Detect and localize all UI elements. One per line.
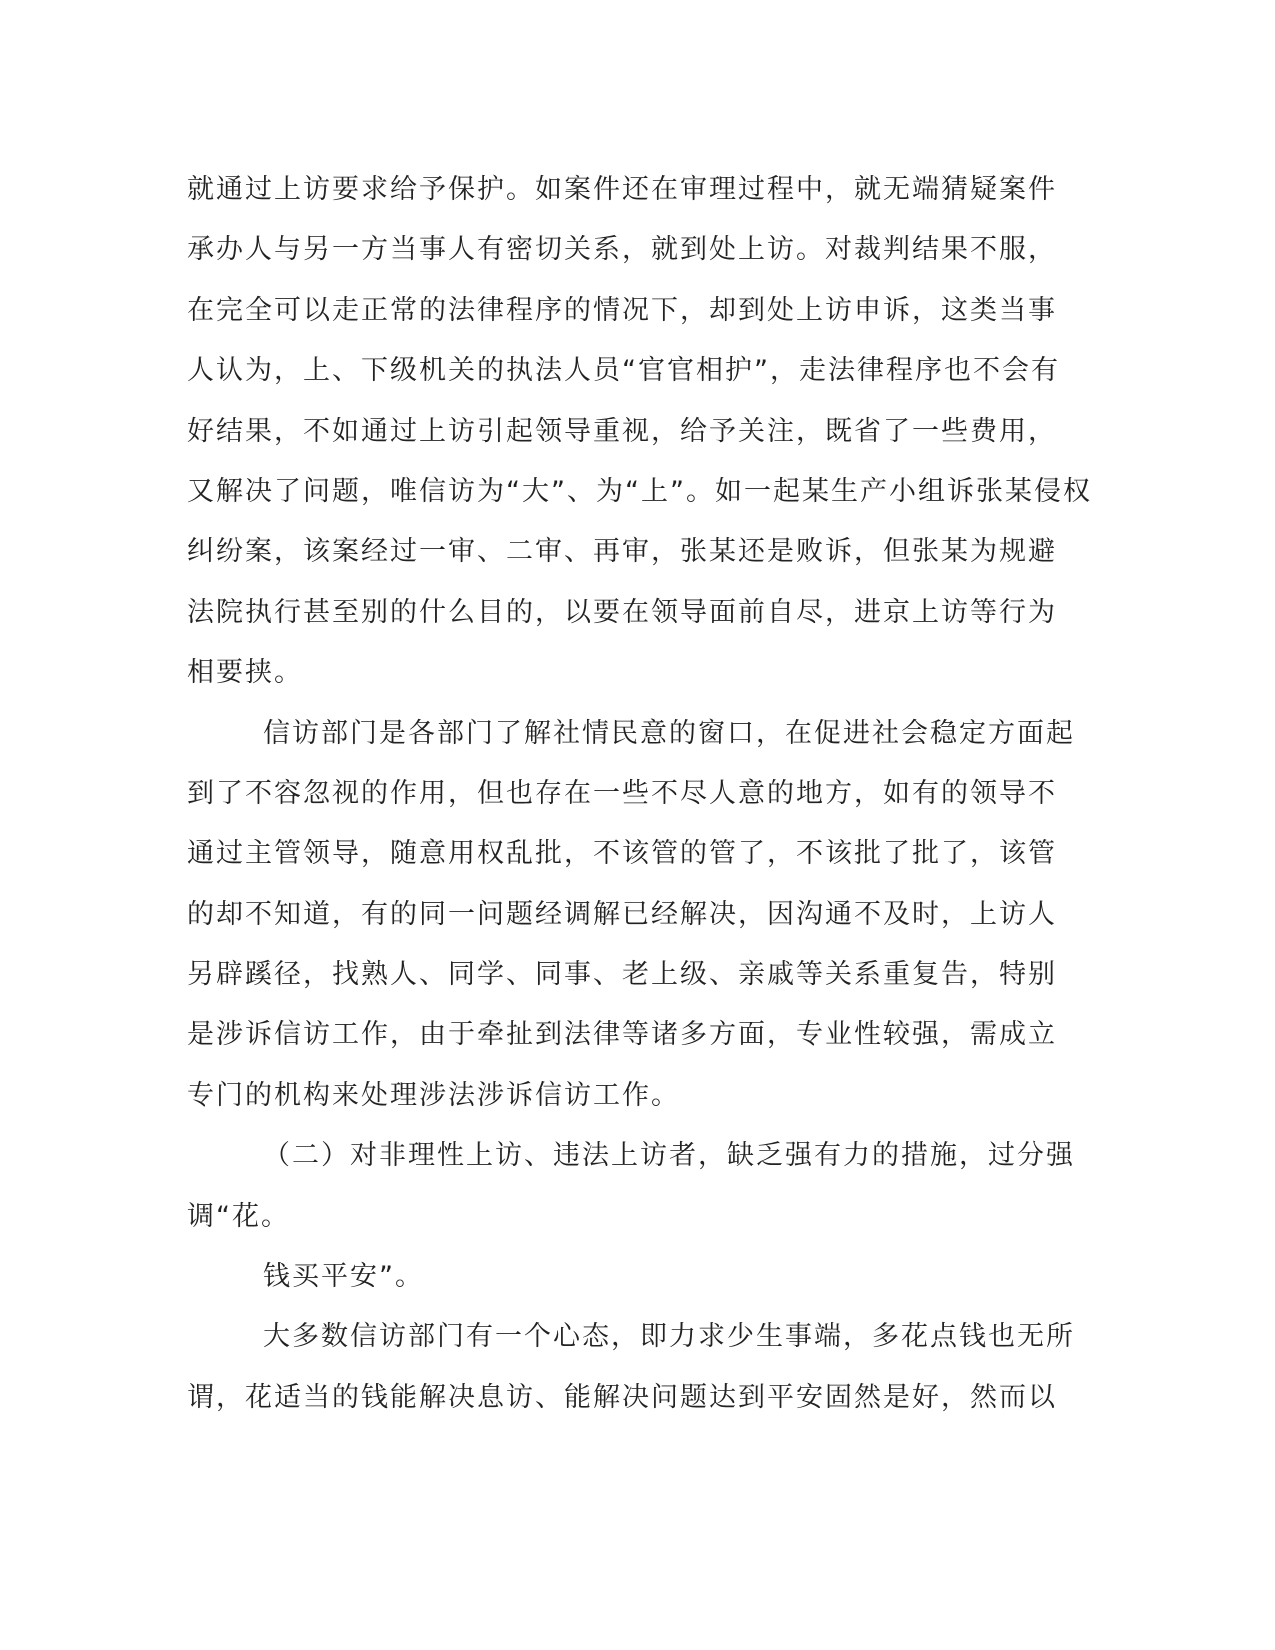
text-line: 调“花。 [187,1200,290,1232]
text-line: 又解决了问题，唯信访为“大”、为“上”。如一起某生产小组诉张某侵权 [187,475,1092,507]
text-line: 好结果，不如通过上访引起领导重视，给予关注，既省了一些费用， [187,415,1057,447]
document-body [187,160,1092,1428]
text-line: 相要挟。 [187,657,303,689]
text-line: 法院执行甚至别的什么目的，以要在领导面前自尽，进京上访等行为 [187,596,1057,628]
text-line: 纠纷案，该案经过一审、二审、再审，张某还是败诉，但张某为规避 [187,536,1057,568]
text-line: 人认为，上、下级机关的执法人员“官官相护”，走法律程序也不会有 [187,355,1060,387]
text-line: 到了不容忽视的作用，但也存在一些不尽人意的地方，如有的领导不 [187,777,1057,809]
text-line: 就通过上访要求给予保护。如案件还在审理过程中，就无端猜疑案件 [187,174,1057,205]
text-line: 在完全可以走正常的法律程序的情况下，却到处上访申诉，这类当事 [187,294,1057,326]
text-line: 是涉诉信访工作，由于牵扯到法律等诸多方面，专业性较强，需成立 [187,1019,1057,1051]
text-line: 承办人与另一方当事人有密切关系，就到处上访。对裁判结果不服， [187,234,1057,266]
text-line: （二）对非理性上访、违法上访者，缺乏强有力的措施，过分强 [263,1140,1075,1172]
text-line: 专门的机构来处理涉法涉诉信访工作。 [187,1079,680,1111]
text-line: 谓，花适当的钱能解决息访、能解决问题达到平安固然是好，然而以 [187,1381,1057,1413]
text-line: 另辟蹊径，找熟人、同学、同事、老上级、亲戚等关系重复告，特别 [187,959,1057,991]
text-line: 通过主管领导，随意用权乱批，不该管的管了，不该批了批了，该管 [187,838,1057,870]
text-line: 的却不知道，有的同一问题经调解已经解决，因沟通不及时，上访人 [187,898,1057,930]
text-line: 大多数信访部门有一个心态，即力求少生事端，多花点钱也无所 [263,1321,1075,1353]
text-line: 信访部门是各部门了解社情民意的窗口，在促进社会稳定方面起 [263,717,1075,749]
text-line: 钱买平安”。 [263,1261,424,1293]
